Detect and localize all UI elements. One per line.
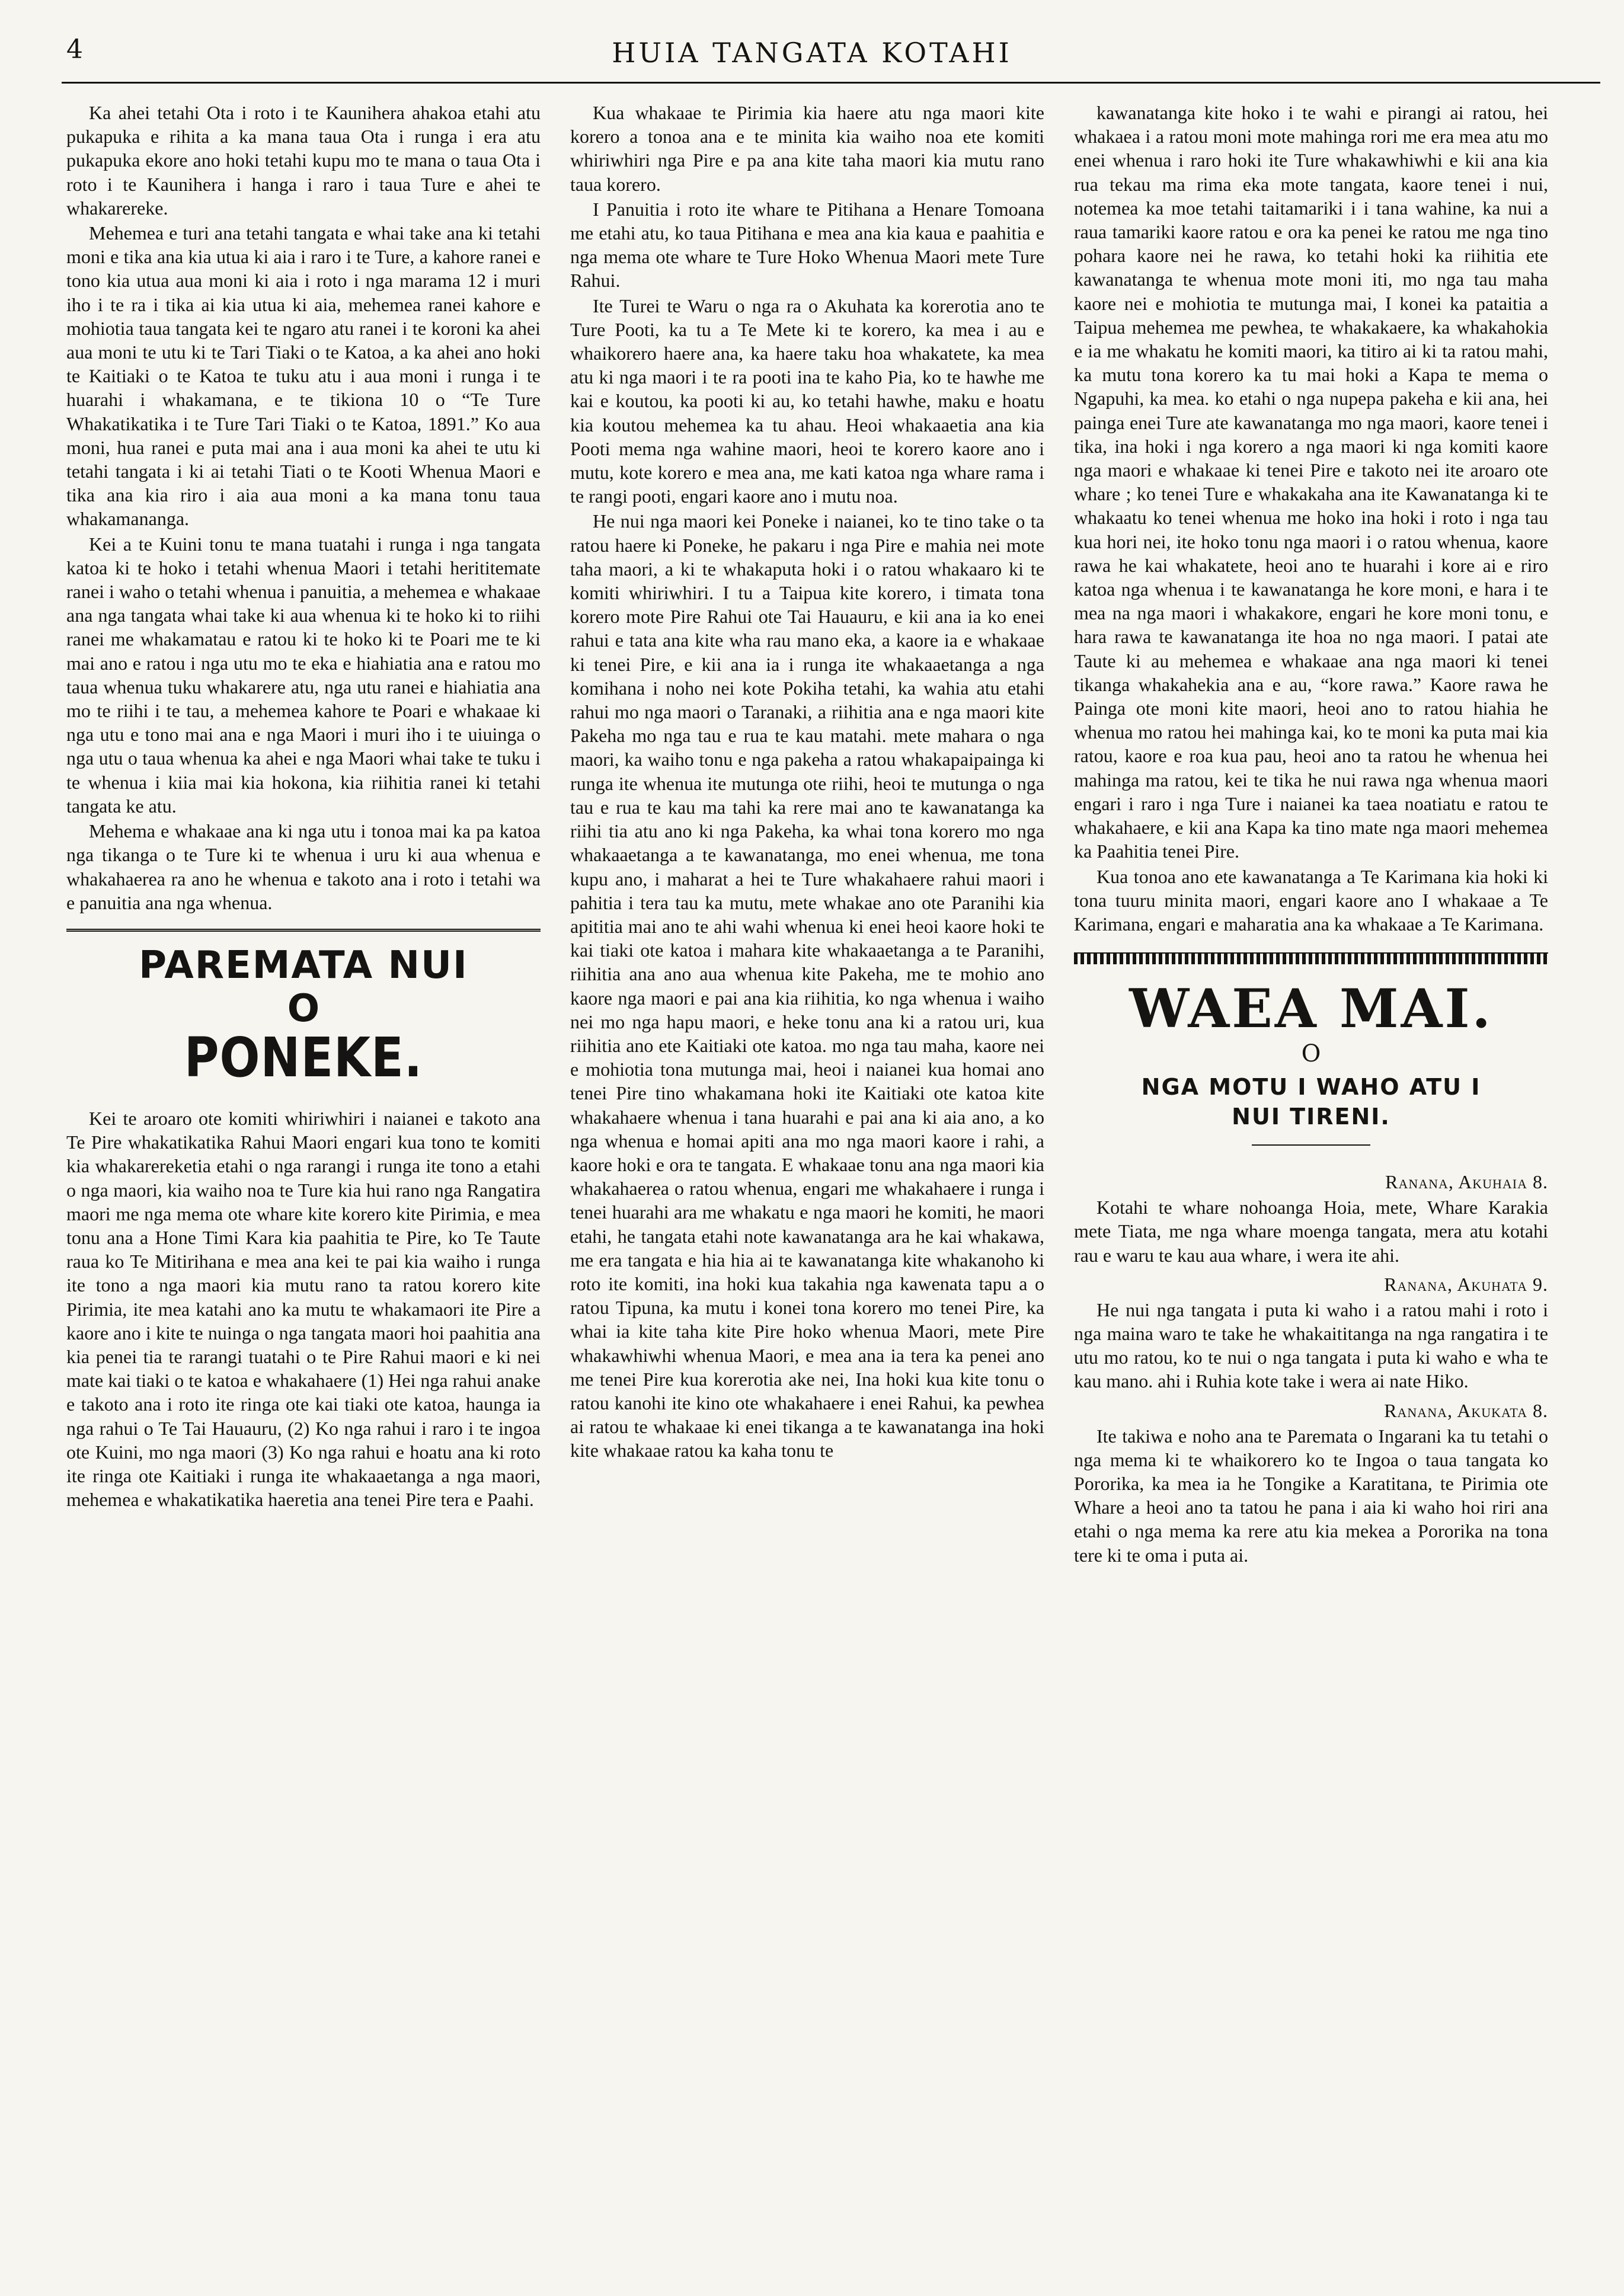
section-divider bbox=[66, 929, 541, 932]
section-heading: WAEA MAI. bbox=[1129, 977, 1493, 1041]
section-heading-connector: O bbox=[1301, 1040, 1321, 1068]
section-heading-connector: O bbox=[287, 986, 320, 1031]
article-paragraph: Kua whakaae te Pirimia kia haere atu nga maori kite korero a tonoa ana e te minita kia waiho noa ete komiti whiriwhiri nga Pire e pa ana kite taha maori kia mutu rano taua korero. bbox=[570, 102, 1044, 195]
dispatch-dateline: Ranana, Akuhata 9. bbox=[1384, 1273, 1548, 1295]
dispatch-dateline: Ranana, Akukata 8. bbox=[1384, 1399, 1548, 1421]
column-1 bbox=[66, 101, 541, 1511]
article-paragraph: Ka ahei tetahi Ota i roto i te Kaunihera ahakoa etahi atu pukapuka e rihita a ka mana taua Ota i runga i era atu pukapuka ekore ano hoki tetahi kupu mo te mana o taua Ota i roto i te Kaunihera i hanga i raro i taua Ture e ahei te whakarereke. bbox=[66, 102, 541, 219]
short-rule bbox=[1252, 1144, 1370, 1146]
article-paragraph: Kei a te Kuini tonu te mana tuatahi i runga i nga tangata katoa ki te hoko i tetahi whenua Maori i tetahi herititemate ranei i waho o tetahi whenua i panuitia, a mehemea e whakaae ana nga tangata whai take ki aua whenua ki te hoko ki to riihi ranei me whakamatau e ratou ki te hoko ki te Poari me te ki mai ano e ratou i nga utu mo te eka e hiahiatia ana e ratou mo taua whenua tuku whakarere atu, nga utu ranei e hiahiatia ana mo te riihi i te tau, a mehemea kahore te Poari e whakaae ki nga utu e tono mai ana e nga Maori i muri iho i te uiuinga o nga utu o taua whenua ka ahei e nga Maori whai take te tuku i te whenua i kiia mai kia hokona, kia riihitia ranei ki tetahi tangata ke atu. bbox=[66, 533, 541, 817]
dispatch-text: Ite takiwa e noho ana te Paremata o Ingarani ka tu tetahi o nga mema ki te whaikorero ko te Ingoa o taua tangata ko Pororika, ka mea ia he Tongike a Karatitana, te Pirimia ote Whare a heoi ano ta tatou he pana i aia ki waho hoi riri ana etahi o nga mema ka rere atu kia mekea a Pororika na tona tere ki te oma i puta ai. bbox=[1074, 1425, 1548, 1566]
dispatch-text: He nui nga tangata i puta ki waho i a ratou mahi i roto i nga maina waro te take he whakaititanga na nga rangatira i te utu mo ratou, ko te nui o nga tangata i puta ki waho e wha te kau mano. ahi i Ruhia kote take i wera ai nate Hiko. bbox=[1074, 1299, 1548, 1392]
header-rule bbox=[62, 82, 1600, 84]
article-paragraph: Kua tonoa ano ete kawanatanga a Te Karimana kia hoki ki tona tuuru minita maori, engari kaore ano I whakaae a Te Karimana, engari e maharatia ana ka whakaae a Te Karimana. bbox=[1074, 865, 1548, 935]
masthead-title: HUIA TANGATA KOTAHI bbox=[612, 37, 1012, 69]
section-heading: PAREMATA NUI bbox=[139, 943, 468, 987]
column-2 bbox=[570, 101, 1044, 1463]
section-divider bbox=[1074, 952, 1548, 964]
subheading-line: NUI TIRENI. bbox=[1232, 1104, 1390, 1130]
article-paragraph: Kei te aroaro ote komiti whiriwhiri i naianei e takoto ana Te Pire whakatikatika Rahui Maori engari kua tono te komiti kia whakarereketia etahi o nga rarangi i runga ite tono a etahi o nga maori, kia waiho noa te Ture kia hui rano nga Rangatira maori me nga mema ote whare kite korero kite Pirimia, e mea tonu ana a Hone Timi Kara kia paahitia te Pire, ko Te Taute raua ko Te Mitirihana e mea ana kei te pai kia waiho i runga ite tono a nga maori kia mutu rano ta ratou korero kite Pirimia, ite mea katahi ano ka mutu te whakamaori ite Pire a kaore ano i kite te nuinga o nga tangata maori hoi paahitia ana kia penei tia te rarangi tuatahi o te Pire Rahui maori e ki nei mate kai tiaki o te katoa e whakahaere (1) Hei nga rahui anake e takoto ana i roto ite ringa ote kai tiaki ote katoa, haunga ia nga rahui o Te Tai Hauauru, (2) Ko nga rahui i raro i te ingoa ote Kuini, mo nga maori (3) Ko nga rahui e hoatu ana ki roto ite ringa ote Kaitiaki i runga ite whakaaetanga a nga maori, mehemea e whakatikatika haeretia ana tenei Pire tera e Paahi. bbox=[66, 1107, 541, 1511]
article-paragraph: He nui nga maori kei Poneke i naianei, ko te tino take o ta ratou haere ki Poneke, he pakaru i nga Pire e mahia nei mote taha maori, a ki te whakaputa hoki i o ratou whakaaro ki te komiti whiriwhiri. I tu a Taipua kite korero, i timata tona korero mote Pire Rahui ote Tai Hauauru, e kii ana ia ko enei rahui e tata ana kite wha rau mano eka, a kaore ia e whakaae ki tenei Pire, e kii ana ia i runga ite whakaaetanga a nga komihana i noho nei kote Pokiha tetahi, ka wahia atu etahi rahui mo nga maori o Taranaki, a riihitia ana e nga maori kite Pakeha mo nga tau e rua te kau matahi. mete mahara o nga maori, ka waiho tonu e nga pakeha a ratou whakapaipainga ki runga ite whenua ite mutunga ote riihi, heoi te mutunga o nga tau e rua te kau ma tahi ka rere mai ano te kawanatanga ka riihi tia atu ano ki nga Pakeha, ka whai tona korero mo nga whakaaetanga a te kawanatanga, mo enei whenua, me tona kupu ano, i maharat a hei te Ture whakahaere rahui maori i pahitia i tera tau ka mutu, mete whakae ano ote Paranihi kia apititia mai ano te ahi wahi whenua ki enei heoi kaore hoki te kai tiaki ote katoa i mahara kite whakaaetanga a te Paranihi, riihitia ana ano aua whenua kite Pakeha, me te mohio ano kaore nga maori e pai ana kia riihitia, ko nga whenua i waiho nei mo nga hapu maori, e heke tonu ana ki a ratou uri, kua riihitia ano ete Kaitiaki ote katoa. mo nga tau maha, kaore nei e mohiotia tona mutunga mai, heoi i naianei kua homai ano tenei Pire tino whakamana hoki ite Kaitiaki ote katoa kite whakahaere whenua i tana huarahi e pai ana ki aia ano, a ko nga whenua e homai apiti ana mo nga maori kaore i rahi, a kaore hoki e ora te tangata. E whakaae tonu ana nga maori kia whakahaerea o ratou whenua, engari me whakahaere i runga i tenei huarahi ara me whakatu e nga maori he komiti, he maori etahi, he tangata etahi note kawanatanga ara he kai whakawa, me era tangata e hia hia ai te kawanatanga kite whakanoho ki roto ite komiti, ina hoki kua takahia nga kawenata tapu a o ratou Tipuna, ka mutu i konei tona korero mo tenei Pire, ka whai ia kite taha kite Pire hoko whenua Maori, mete Pire whakawhiwhi whenua Maori, e mea ana ia tera ka penei ano me tenei Pire kua korerotia ake nei, Ina hoki kua kite tonu o ratou kanohi ite kino ote whakahaere i enei Rahui, ka pewhea ai ratou te whakaae ki enei tikanga a te kawanatanga ina hoki kite whakaae ratou ka kaha tonu te bbox=[570, 510, 1044, 1462]
article-paragraph: kawanatanga kite hoko i te wahi e pirangi ai ratou, hei whakaea i a ratou moni mote mahinga rori me era mea atu mo enei whenua i raro hoki ite Ture whakawhiwhi e kii ana kia rua tekau ma rima eka mote tangata, kaore tenei i nui, notemea ka moe tetahi taitamariki i i tana wahine, ka nui a raua tamariki kaore ratou e ora ka penei ke ratou me nga tino pohara kaore nei he rawa, ko tetahi hoki ka riihitia ete kawanatanga te whenua mote moni iti, mo nga tau maha kaore nei e mohiotia te mutunga mai, I konei ka pataitia a Taipua mehemea me pewhea, te whakakaere, ka whakahokia e ia me whakatu he komiti maori, ka titiro ai ki ta ratou mahi, ka mutu tona korero ka tu mai hoki a Kapa te mema o Ngapuhi, ka mea. ko etahi o nga nupepa pakeha e kii ana, hei painga enei Ture ate kawanatanga mo nga maori, kaore tenei i tika, ina hoki i nga korero a nga maori ki nga komiti kaore nga maori e whakaae ki tenei Pire e takoto nei ite aroaro ote whare ; ko tenei Ture e whakakaha ana ite Kawanatanga ki te whakaatu ko tenei whenua me hoko ina hoki i roto i nga tau kua hori nei, ite hoko tonu nga maori i o ratou whenua, kaore rawa he kai whakatete, heoi ano te huarahi i kore ai e riro katoa nga whenua i te kawanatanga he kore moni, e hara i te mea na nga maori i whakakore, engari he kore moni tonu, e hara rawa te kawanatanga ite hoa no nga maori. I patai ate Taute ki au mehemea e whakaae ana nga maori ki tenei tikanga whakahekia ana e au, “kore rawa.” Kaore rawa he Painga ote moni kite maori, heoi ano to ratou hiahia he whenua mo ratou hei mahinga kai, ko te moni ka puta mai kia ratou, kaore e roa kua pau, heoi ano ta ratou he whenua hei mahinga ma ratou, kei te tika he nui rawa nga whenua maori engari i raro i nga Ture i naianei ka taea noatiatu e ratou te whakahaere, e kii ana Kapa ka tino mate nga maori mehemea ka Paahitia tenei Pire. bbox=[1074, 102, 1548, 862]
article-paragraph: I Panuitia i roto ite whare te Pitihana a Henare Tomoana me etahi atu, ko taua Pitihana e mea ana kia kaua e paahitia e nga mema ote whare te Ture Hoko Whenua Maori mete Ture Rahui. bbox=[570, 198, 1044, 292]
article-paragraph: Ite Turei te Waru o nga ra o Akuhata ka korerotia ano te Ture Pooti, ka tu a Te Mete ki te korero, ka mea i au e whaikorero haere ana, ka haere taku hoa whakatete, ka mea atu ki nga maori i te ra pooti ina te kaho Pia, ko te hawhe me kai e koutou, ka pooti ki au, ko tetahi hawhe, maku e hoatu kia koutou mehemea ka tu ahau. Heoi whakaaetia ana kia Pooti mema nga wahine maori, heoi te korero kaore ano i mutu, kote korero e mea ana, me kati katoa nga whare rama i te rangi pooti, engari kaore ano i mutu noa. bbox=[570, 295, 1044, 507]
article-paragraph: Mehema e whakaae ana ki nga utu i tonoa mai ka pa katoa nga tikanga o te Ture ki te whenua i uru ki aua whenua e whakahaerea ra ano he whenua e takoto ana i roto i tetahi wa e panuitia ana nga whenua. bbox=[66, 820, 541, 913]
section-subheading bbox=[1074, 1072, 1548, 1131]
dispatch-dateline: Ranana, Akuhaia 8. bbox=[1385, 1171, 1548, 1193]
dispatch-text: Kotahi te whare nohoanga Hoia, mete, Whare Karakia mete Tiata, me nga whare moenga tangata, mera atu kotahi rau e waru te kau aua whare, i wera ite ahi. bbox=[1074, 1197, 1548, 1266]
column-3 bbox=[1074, 101, 1548, 1567]
subheading-line: NGA MOTU I WAHO ATU I bbox=[1141, 1074, 1481, 1101]
page-number: 4 bbox=[66, 34, 83, 65]
article-paragraph: Mehemea e turi ana tetahi tangata e whai take ana ki tetahi moni e tika ana kia utua ki aia i raro i te Ture, a kahore ranei e tono kia utua aua moni ki aia i roto i nga marama 12 i muri iho i te ra i tika ai kia utua ki aia, mehemea ranei kahore e mohiotia taua tangata kei te ngaro atu ranei i te koroni ka ahei aua moni te utu ki te Tari Tiaki o te Katoa, a ka ahei ano hoki te Kaitiaki o te Katoa te tuku atu i aua moni i runga i te huarahi i whakamana, e te tikiona 10 o “Te Ture Whakatikatika i te Ture Tari Tiaki o te Katoa, 1891.” Ko aua moni, hua ranei e puta mai ana i aua moni ka ahei te utu ki tetahi tangata i ki ai tetahi Tiati o te Kooti Whenua Maori e tika ana kia riro i aia aua moni a ka mana tonu taua whakamananga. bbox=[66, 222, 541, 530]
section-heading-place: PONEKE. bbox=[184, 1025, 423, 1089]
